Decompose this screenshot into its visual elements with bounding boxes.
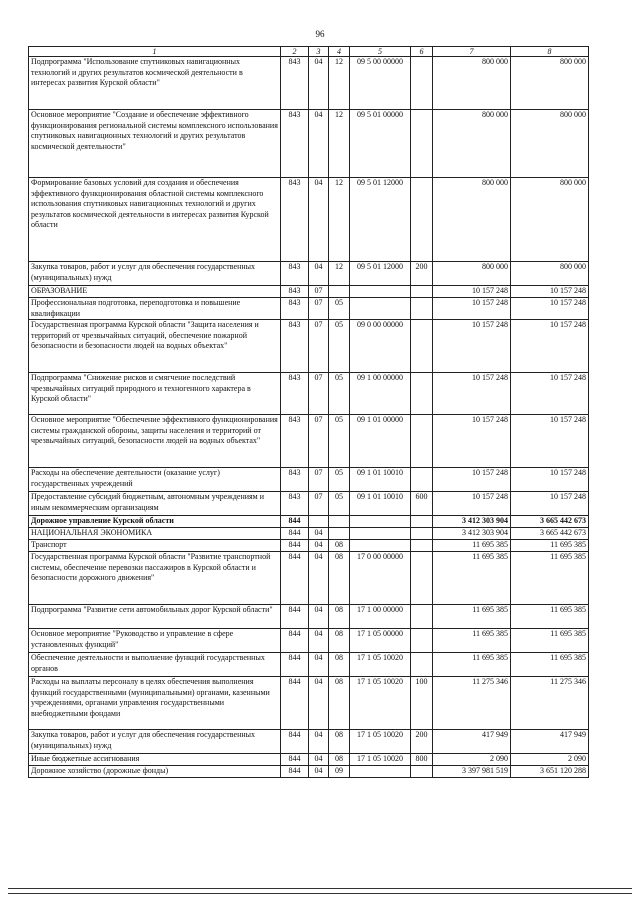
cell-section: 04 [309,57,329,110]
cell-expense-type [411,373,433,415]
cell-section: 04 [309,178,329,262]
cell-expense-type: 600 [411,492,433,516]
cell-target-article: 17 1 05 10020 [350,754,411,766]
cell-amount-year2: 3 665 442 673 [511,528,589,540]
cell-expense-type [411,540,433,552]
cell-subsection: 08 [329,552,350,605]
table-row [29,178,589,262]
cell-amount-year2: 800 000 [511,262,589,286]
cell-subsection: 05 [329,320,350,373]
cell-admin-code: 844 [281,730,309,754]
cell-amount-year2: 10 157 248 [511,298,589,320]
cell-admin-code: 844 [281,653,309,677]
cell-amount-year1: 10 157 248 [433,286,511,298]
cell-section: 07 [309,286,329,298]
cell-target-article [350,528,411,540]
table-row [29,415,589,468]
cell-expense-type [411,766,433,778]
cell-subsection: 05 [329,492,350,516]
cell-subsection: 08 [329,540,350,552]
cell-section: 04 [309,552,329,605]
cell-amount-year2: 417 949 [511,730,589,754]
column-header: 3 [309,47,329,57]
cell-target-article: 17 1 05 10020 [350,677,411,730]
cell-amount-year2: 800 000 [511,110,589,178]
cell-subsection: 05 [329,373,350,415]
cell-name: Иные бюджетные ассигнования [29,754,281,766]
table-row [29,605,589,629]
cell-amount-year2: 11 695 385 [511,653,589,677]
cell-target-article: 09 1 00 00000 [350,373,411,415]
cell-admin-code: 844 [281,552,309,605]
cell-target-article [350,540,411,552]
cell-amount-year2: 11 695 385 [511,552,589,605]
cell-admin-code: 844 [281,754,309,766]
cell-name: Основное мероприятие "Руководство и управление в сфере установленных функций" [29,629,281,653]
cell-subsection: 05 [329,298,350,320]
cell-name: Дорожное управление Курской области [29,516,281,528]
cell-name: Подпрограмма "Развитие сети автомобильных дорог Курской области" [29,605,281,629]
cell-amount-year1: 800 000 [433,178,511,262]
budget-table [28,46,589,778]
cell-target-article [350,516,411,528]
cell-amount-year1: 2 090 [433,754,511,766]
cell-admin-code: 843 [281,298,309,320]
cell-admin-code: 843 [281,468,309,492]
cell-expense-type [411,653,433,677]
cell-target-article: 17 1 05 10020 [350,653,411,677]
cell-admin-code: 844 [281,677,309,730]
cell-target-article: 17 1 00 00000 [350,605,411,629]
cell-amount-year1: 11 695 385 [433,605,511,629]
cell-amount-year1: 10 157 248 [433,415,511,468]
table-row [29,754,589,766]
cell-expense-type: 800 [411,754,433,766]
cell-amount-year2: 10 157 248 [511,415,589,468]
cell-amount-year2: 11 695 385 [511,540,589,552]
cell-amount-year1: 417 949 [433,730,511,754]
cell-name: Подпрограмма "Снижение рисков и смягчение последствий чрезвычайных ситуаций природного и техногенного характера в Курской области" [29,373,281,415]
cell-target-article: 09 5 00 00000 [350,57,411,110]
table-row [29,516,589,528]
table-row [29,730,589,754]
cell-amount-year2: 2 090 [511,754,589,766]
cell-expense-type [411,552,433,605]
cell-amount-year2: 10 157 248 [511,320,589,373]
cell-expense-type [411,516,433,528]
cell-expense-type: 200 [411,262,433,286]
column-header: 6 [411,47,433,57]
cell-amount-year1: 800 000 [433,110,511,178]
cell-section: 07 [309,373,329,415]
cell-section: 04 [309,766,329,778]
cell-admin-code: 843 [281,110,309,178]
cell-section: 04 [309,262,329,286]
cell-target-article: 09 5 01 12000 [350,262,411,286]
cell-amount-year1: 3 412 303 904 [433,516,511,528]
cell-amount-year2: 11 695 385 [511,605,589,629]
cell-amount-year1: 11 695 385 [433,653,511,677]
table-row [29,57,589,110]
table-row [29,528,589,540]
cell-target-article: 09 5 01 00000 [350,110,411,178]
cell-amount-year1: 10 157 248 [433,298,511,320]
cell-amount-year2: 800 000 [511,178,589,262]
cell-subsection: 08 [329,677,350,730]
cell-section: 07 [309,320,329,373]
table-row [29,110,589,178]
cell-expense-type [411,57,433,110]
cell-name: Закупка товаров, работ и услуг для обеспечения государственных (муниципальных) нужд [29,262,281,286]
cell-expense-type [411,298,433,320]
cell-subsection: 08 [329,629,350,653]
table-row [29,492,589,516]
cell-expense-type [411,110,433,178]
cell-amount-year1: 800 000 [433,57,511,110]
cell-target-article: 09 1 01 00000 [350,415,411,468]
cell-name: Государственная программа Курской области "Защита населения и территорий от чрезвычайных ситуаций, обеспечение пожарной безопасности и безопасности людей на водных объектах" [29,320,281,373]
cell-admin-code: 844 [281,629,309,653]
cell-admin-code: 843 [281,286,309,298]
bottom-rule [8,893,632,894]
cell-expense-type [411,468,433,492]
cell-amount-year2: 3 665 442 673 [511,516,589,528]
cell-expense-type: 100 [411,677,433,730]
cell-name: Основное мероприятие "Обеспечение эффективного функционирования системы гражданской обороны, защиты населения и территорий от чрезвычайных ситуаций, безопасности людей на водных объектах" [29,415,281,468]
cell-subsection: 12 [329,57,350,110]
cell-name: Обеспечение деятельности и выполнение функций государственных органов [29,653,281,677]
table-row [29,629,589,653]
cell-target-article: 09 1 01 10010 [350,492,411,516]
cell-admin-code: 844 [281,605,309,629]
cell-expense-type [411,320,433,373]
cell-name: Транспорт [29,540,281,552]
cell-amount-year1: 10 157 248 [433,492,511,516]
cell-target-article: 09 5 01 12000 [350,178,411,262]
cell-section: 07 [309,468,329,492]
cell-admin-code: 843 [281,57,309,110]
cell-amount-year1: 11 695 385 [433,540,511,552]
cell-name: НАЦИОНАЛЬНАЯ ЭКОНОМИКА [29,528,281,540]
cell-amount-year1: 10 157 248 [433,468,511,492]
cell-section [309,516,329,528]
cell-subsection: 08 [329,653,350,677]
cell-admin-code: 844 [281,540,309,552]
cell-amount-year2: 11 695 385 [511,629,589,653]
cell-amount-year2: 10 157 248 [511,468,589,492]
cell-amount-year1: 11 275 346 [433,677,511,730]
table-row [29,540,589,552]
table-row [29,552,589,605]
cell-section: 04 [309,730,329,754]
cell-admin-code: 843 [281,178,309,262]
cell-subsection: 05 [329,415,350,468]
cell-name: Закупка товаров, работ и услуг для обеспечения государственных (муниципальных) нужд [29,730,281,754]
table-row [29,262,589,286]
cell-subsection: 12 [329,110,350,178]
column-header: 2 [281,47,309,57]
cell-expense-type [411,528,433,540]
cell-admin-code: 843 [281,262,309,286]
cell-target-article: 17 1 05 00000 [350,629,411,653]
cell-section: 04 [309,605,329,629]
bottom-rule [8,888,632,889]
cell-section: 04 [309,540,329,552]
cell-target-article: 09 1 01 10010 [350,468,411,492]
cell-section: 07 [309,415,329,468]
table-row [29,653,589,677]
column-header: 5 [350,47,411,57]
cell-subsection [329,516,350,528]
cell-amount-year1: 10 157 248 [433,320,511,373]
cell-amount-year1: 11 695 385 [433,552,511,605]
cell-section: 04 [309,754,329,766]
cell-target-article: 09 0 00 00000 [350,320,411,373]
header-row [29,47,589,57]
column-header: 8 [511,47,589,57]
cell-name: Расходы на выплаты персоналу в целях обеспечения выполнения функций государственными (муниципальными) органами, казенными учреждениями, органами управления государственными внебюджетными фондами [29,677,281,730]
cell-section: 04 [309,677,329,730]
cell-subsection: 08 [329,605,350,629]
cell-subsection: 08 [329,754,350,766]
cell-amount-year2: 10 157 248 [511,373,589,415]
cell-admin-code: 844 [281,766,309,778]
cell-expense-type: 200 [411,730,433,754]
cell-expense-type [411,629,433,653]
table-row [29,298,589,320]
cell-section: 04 [309,629,329,653]
cell-subsection: 12 [329,262,350,286]
cell-amount-year2: 11 275 346 [511,677,589,730]
cell-admin-code: 844 [281,516,309,528]
cell-subsection: 09 [329,766,350,778]
cell-expense-type [411,286,433,298]
cell-amount-year1: 3 412 303 904 [433,528,511,540]
cell-amount-year2: 800 000 [511,57,589,110]
cell-amount-year1: 3 397 981 519 [433,766,511,778]
cell-section: 07 [309,298,329,320]
cell-expense-type [411,178,433,262]
cell-amount-year2: 10 157 248 [511,492,589,516]
cell-amount-year2: 3 651 120 288 [511,766,589,778]
table-row [29,286,589,298]
column-header: 1 [29,47,281,57]
table-row [29,677,589,730]
table-row [29,373,589,415]
cell-amount-year1: 800 000 [433,262,511,286]
cell-expense-type [411,605,433,629]
cell-name: Формирование базовых условий для создания и обеспечения эффективного функционирования областной системы комплексного использования спутниковых навигационных технологий и других результатов космической деятельности в интересах развития Курской области [29,178,281,262]
cell-section: 04 [309,528,329,540]
cell-name: Основное мероприятие "Создание и обеспечение эффективного функционирования региональной системы комплексного использования спутниковых навигационных технологий и других результатов космической деятельности" [29,110,281,178]
cell-subsection [329,286,350,298]
column-header: 7 [433,47,511,57]
cell-admin-code: 844 [281,528,309,540]
cell-name: Подпрограмма "Использование спутниковых навигационных технологий и других результатов космической деятельности в интересах развития Курской области" [29,57,281,110]
cell-expense-type [411,415,433,468]
cell-subsection: 12 [329,178,350,262]
cell-amount-year1: 11 695 385 [433,629,511,653]
cell-admin-code: 843 [281,373,309,415]
cell-admin-code: 843 [281,415,309,468]
table-row [29,468,589,492]
cell-name: Дорожное хозяйство (дорожные фонды) [29,766,281,778]
table-row [29,766,589,778]
cell-name: ОБРАЗОВАНИЕ [29,286,281,298]
cell-name: Расходы на обеспечение деятельности (оказание услуг) государственных учреждений [29,468,281,492]
cell-section: 04 [309,110,329,178]
cell-target-article [350,766,411,778]
cell-admin-code: 843 [281,492,309,516]
cell-admin-code: 843 [281,320,309,373]
cell-name: Предоставление субсидий бюджетным, автономным учреждениям и иным некоммерческим организациям [29,492,281,516]
cell-amount-year1: 10 157 248 [433,373,511,415]
cell-name: Государственная программа Курской области "Развитие транспортной системы, обеспечение перевозки пассажиров в Курской области и безопасности дорожного движения" [29,552,281,605]
cell-target-article: 17 0 00 00000 [350,552,411,605]
cell-name: Профессиональная подготовка, переподготовка и повышение квалификации [29,298,281,320]
cell-section: 04 [309,653,329,677]
cell-target-article: 17 1 05 10020 [350,730,411,754]
page-number: 96 [315,29,325,39]
cell-target-article [350,298,411,320]
cell-target-article [350,286,411,298]
table-row [29,320,589,373]
cell-subsection: 08 [329,730,350,754]
column-header: 4 [329,47,350,57]
cell-subsection: 05 [329,468,350,492]
cell-amount-year2: 10 157 248 [511,286,589,298]
cell-subsection [329,528,350,540]
cell-section: 07 [309,492,329,516]
